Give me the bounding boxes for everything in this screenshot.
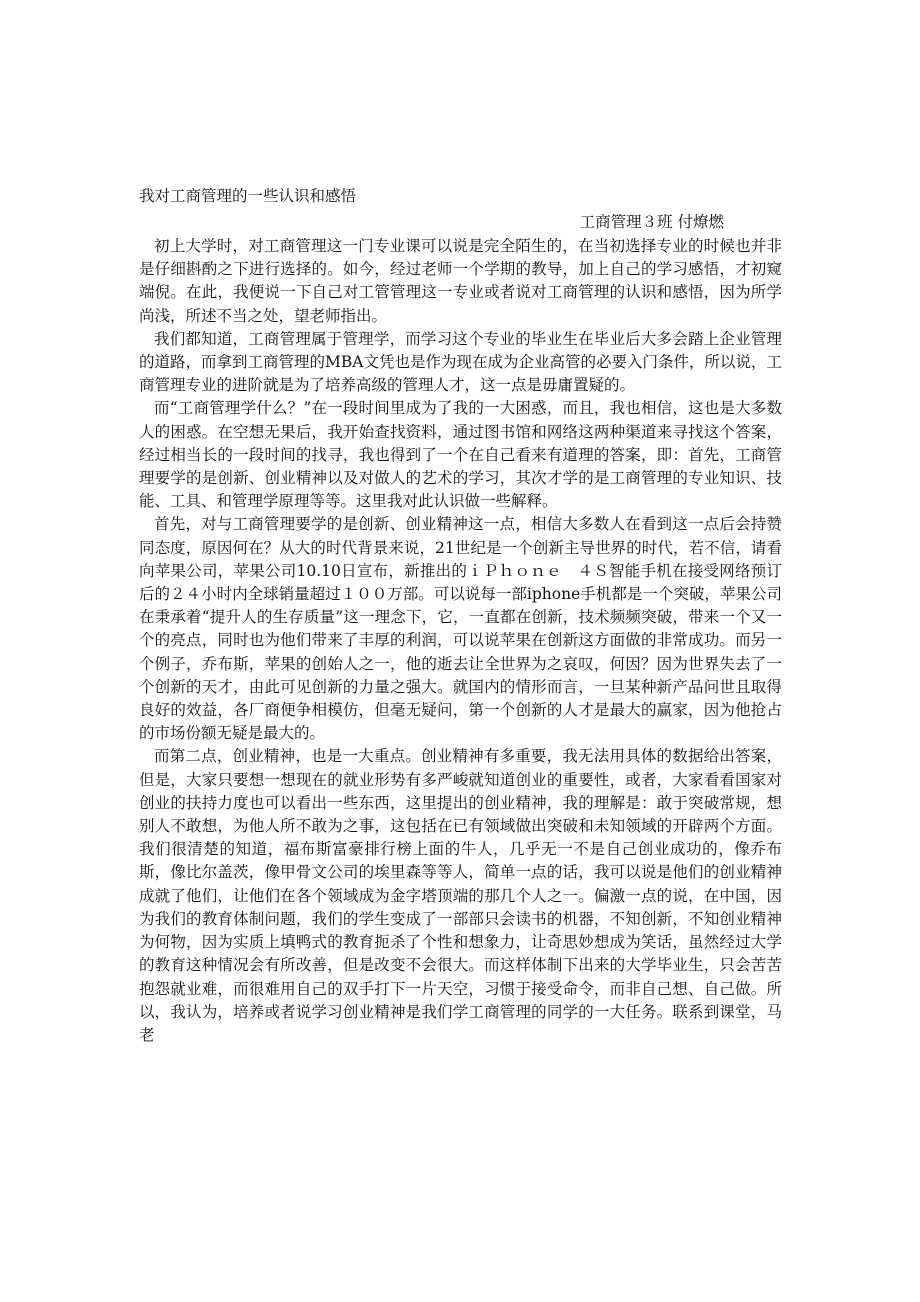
document-page (139, 183, 782, 1047)
paragraph-5: 而第二点，创业精神，也是一大重点。创业精神有多重要，我无法用具体的数据给出答案，但是，大家只要想一想现在的就业形势有多严峻就知道创业的重要性，或者，大家看看国家对创业的扶持力度也可以看出一些东西，这里提出的创业精神，我的理解是：敢于突破常规，想别人不敢想，为他人所不敢为之事，这包括在已有领域做出突破和未知领域的开辟两个方面。我们很清楚的知道，福布斯富豪排行榜上面的牛人，几乎无一不是自己创业成功的，像乔布斯，像比尔盖茨，像甲骨文公司的埃里森等等人，简单一点的话，我可以说是他们的创业精神成就了他们，让他们在各个领域成为金字塔顶端的那几个人之一。偏激一点的说，在中国，因为我们的教育体制问题，我们的学生变成了一部部只会读书的机器，不知创新，不知创业精神为何物，因为实质上填鸭式的教育扼杀了个性和想象力，让奇思妙想成为笑话，虽然经过大学的教育这种情况会有所改善，但是改变不会很大。而这样体制下出来的大学毕业生，只会苦苦抱怨就业难，而很难用自己的双手打下一片天空，习惯于接受命令，而非自己想、自己做。所以，我认为，培养或者说学习创业精神是我们学工商管理的同学的一大任务。联系到课堂，马老 (139, 747, 782, 1044)
paragraph-4: 首先，对与工商管理要学的是创新、创业精神这一点，相信大多数人在看到这一点后会持赞同态度，原因何在？从大的时代背景来说，21世纪是一个创新主导世界的时代，若不信，请看向苹果公司，苹果公司10.10日宣布，新推出的ｉＰｈｏｎｅ ４Ｓ智能手机在接受网络预订后的２４小时内全球销量超过１００万部。可以说每一部iphone手机都是一个突破，苹果公司在秉承着“提升人的生存质量”这一理念下，它，一直都在创新，技术频频突破，带来一个又一个的亮点，同时也为他们带来了丰厚的利润，可以说苹果在创新这方面做的非常成功。而另一个例子，乔布斯，苹果的创始人之一，他的逝去让全世界为之哀叹，何因？因为世界失去了一个创新的天才，由此可见创新的力量之强大。就国内的情形而言，一旦某种新产品问世且取得良好的效益，各厂商便争相模仿，但毫无疑问，第一个创新的人才是最大的赢家，因为他抢占的市场份额无疑是最大的。 (139, 515, 782, 743)
paragraph-1: 初上大学时，对工商管理这一门专业课可以说是完全陌生的，在当初选择专业的时候也并非是仔细斟酌之下进行选择的。如今，经过老师一个学期的教导，加上自己的学习感悟，才初窥端倪。在此，我便说一下自己对工管管理这一专业或者说对工商管理的认识和感悟，因为所学尚浅，所述不当之处，望老师指出。 (139, 237, 782, 325)
paragraph-3: 而“工商管理学什么？”在一段时间里成为了我的一大困惑，而且，我也相信，这也是大多数人的困惑。在空想无果后，我开始查找资料，通过图书馆和网络这两种渠道来寻找这个答案，经过相当长的一段时间的找寻，我也得到了一个在自己看来有道理的答案，即：首先，工商管理要学的是创新、创业精神以及对做人的艺术的学习，其次才学的是工商管理的专业知识、技能、工具、和管理学原理等等。这里我对此认识做一些解释。 (139, 399, 782, 511)
author-byline: 工商管理３班 付燎燃 (579, 213, 724, 231)
document-title: 我对工商管理的一些认识和感悟 (139, 187, 357, 205)
paragraph-2: 我们都知道，工商管理属于管理学，而学习这个专业的毕业生在毕业后大多会踏上企业管理的道路，而拿到工商管理的MBA文凭也是作为现在成为企业高管的必要入门条件，所以说，工商管理专业的进阶就是为了培养高级的管理人才，这一点是毋庸置疑的。 (139, 329, 782, 395)
